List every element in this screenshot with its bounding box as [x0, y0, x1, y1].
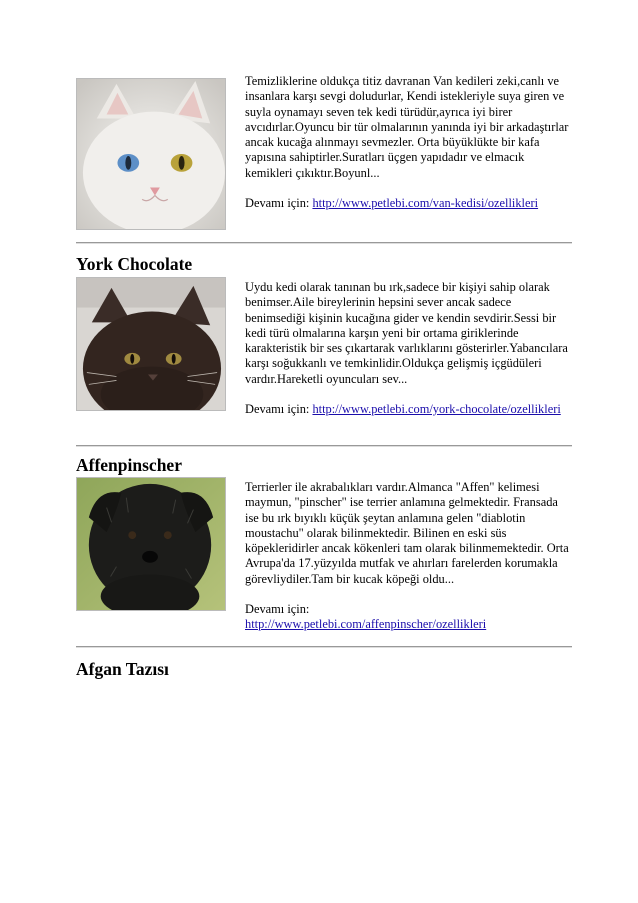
entry-title-affenpinscher: Affenpinscher — [76, 455, 182, 475]
van-cat-image — [76, 78, 226, 230]
affenpinscher-image — [76, 477, 226, 611]
read-more-label: Devamı için: — [245, 602, 310, 617]
divider-line — [76, 242, 572, 244]
entry-title-afgan-tazisi: Afgan Tazısı — [76, 659, 169, 679]
pet-entry-affenpinscher — [76, 476, 572, 646]
york-chocolate-text — [245, 280, 572, 417]
read-more-label: Devamı için: — [245, 196, 310, 211]
read-more-line — [245, 196, 572, 211]
divider-line — [76, 646, 572, 648]
york-chocolate-image — [76, 277, 226, 411]
entry-description: Temizliklerine oldukça titiz davranan Van kedileri zeki,canlı ve insanlara karşı sevgi doludurlar, Kendi istekleriyle suya giren ve suyla oynamayı seven tek kedi türüdür,ayrıca iyi birer avcıdırlar.Oyuncu bir tür olmalarının yanında iyi bir arkadaştırlar ancak kucağa alınmayı sevmezler. Orta büyüklükte bir kafa yapısına sahiptirler.Suratları üçgen yapıdadır ve elmacık kemikleri çıkıktır.Boyunl... — [245, 74, 569, 180]
divider-line — [76, 445, 572, 447]
van-cat-text — [245, 74, 572, 211]
pet-entry-york-chocolate — [76, 276, 572, 446]
entry-description: Uydu kedi olarak tanınan bu ırk,sadece bir kişiyi sahip olarak benimser.Aile bireylerinin hepsini sever ancak sadece benimsediği kişinin kucağına gider ve kendin sevdirir.Sessi bir kedi türü olmalarına karşın yeni bir ortama giriklerinde karakteristik bir ses çıkartarak varlıklarını gösterirler.Yabancılara karşı soğukkanlı ve temkinlidir.Oldukça gelişmiş içgüdüleri vardır.Hareketli oyuncuları sev... — [245, 280, 568, 386]
read-more-label: Devamı için: — [245, 402, 310, 417]
affenpinscher-text — [245, 480, 572, 633]
read-more-line — [245, 602, 572, 633]
pet-entry-van-kedisi — [76, 70, 572, 240]
entry-title-york-chocolate: York Chocolate — [76, 254, 193, 274]
read-more-link[interactable]: http://www.petlebi.com/van-kedisi/ozellikleri — [312, 196, 539, 211]
entry-description: Terrierler ile akrabalıkları vardır.Almanca "Affen" kelimesi maymun, "pinscher" ise terrier anlamına gelmektedir. Fransada ise bu ırk bıyıklı küçük şeytan anlamına gelen "diablotin moustachu" olarak bilinmektedir. Bilinen en eski süs köpekleridirler ancak kökenleri tam olarak bilinmemektedir. Orta Avrupa'da 17.yüzyılda mutfak ve ahırları farelerden korumakla görevliydiler.Tam bir kucak köpeği oldu... — [245, 480, 569, 586]
read-more-link[interactable]: http://www.petlebi.com/york-chocolate/ozellikleri — [312, 402, 561, 417]
read-more-link[interactable]: http://www.petlebi.com/affenpinscher/ozellikleri — [245, 617, 487, 632]
read-more-line — [245, 402, 572, 417]
